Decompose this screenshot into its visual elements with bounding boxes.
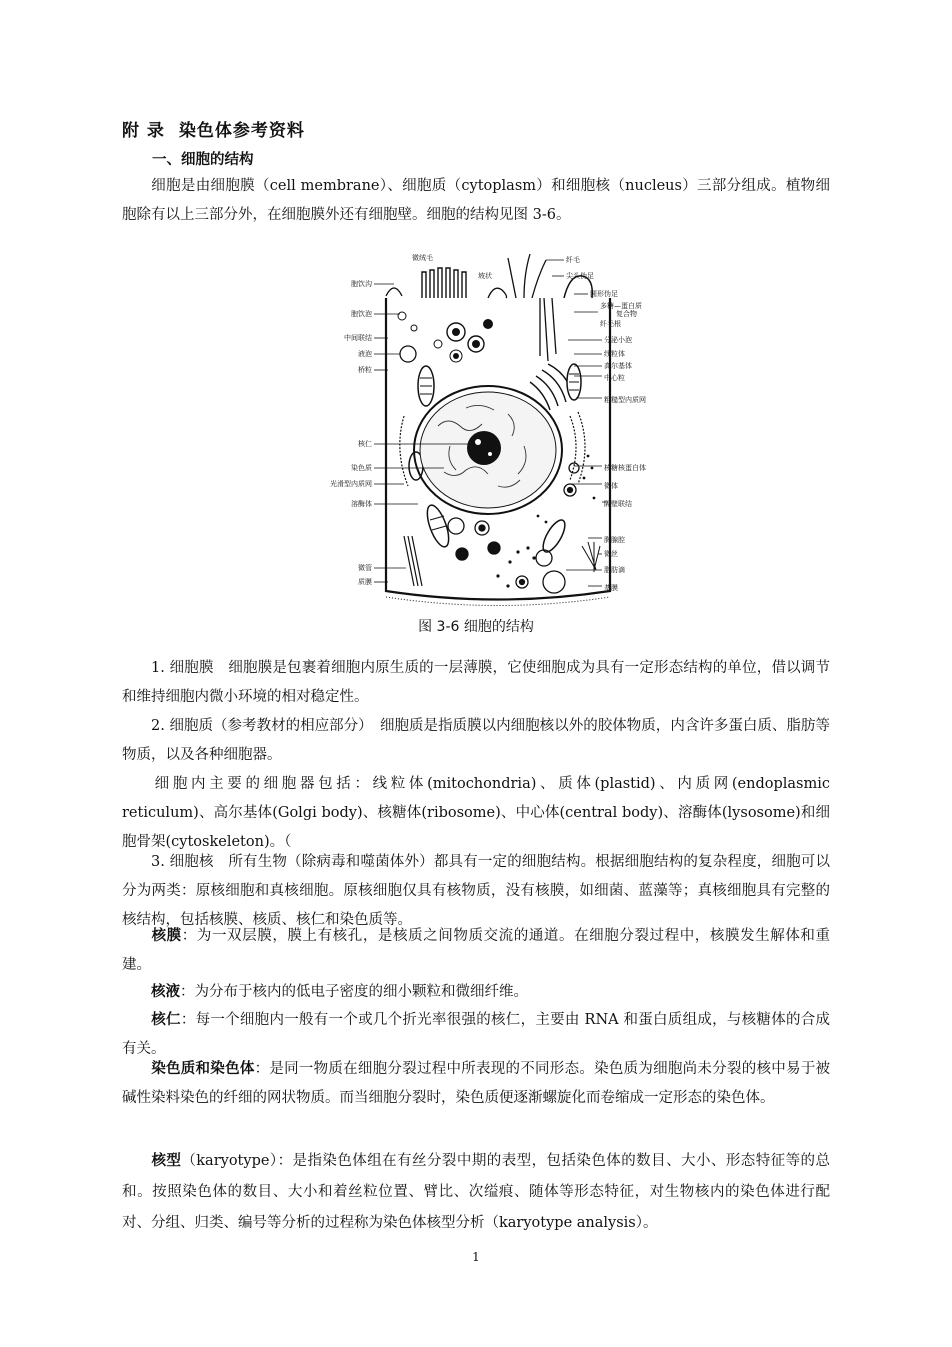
intro-text: 细胞是由细胞膜（cell membrane）、细胞质（cytoplasm）和细胞核（nucleus）三部分组成。植物细胞除有以上三部分外，在细胞膜外还有细胞壁。细胞的结构见图 3-6。 xyxy=(122,178,830,223)
intro-paragraph xyxy=(122,172,830,230)
label-nucleolus: 核仁 xyxy=(358,440,372,448)
label-pinocytotic-pit: 胞饮沟 xyxy=(351,280,372,288)
page-number: 1 xyxy=(472,1250,480,1264)
microfilaments xyxy=(582,542,600,572)
label-golgi: 高尔基体 xyxy=(604,362,632,370)
paragraph-nuclear-sap xyxy=(122,978,830,1007)
paragraph-text: ：为分布于核内的低电子密度的细小颗粒和微细纤维。 xyxy=(180,984,528,1000)
label-rough-er: 粗糙型内质网 xyxy=(604,396,646,404)
basement-membrane xyxy=(386,597,610,606)
paragraph-text: （karyotype）：是指染色体组在有丝分裂中期的表型，包括染色体的数目、大小、形态特征等的总和。按照染色体的数目、大小和着丝粒位置、臂比、次缢痕、随体等形态特征，对生物核内的染色体进行配对、分组、归类、编号等分析的过程称为染色体核型分析（karyotype analysis）。 xyxy=(122,1153,830,1231)
label-cilia: 纤毛 xyxy=(566,256,580,264)
label-microvilli: 微绒毛 xyxy=(412,254,433,262)
lipid-droplet xyxy=(543,571,565,593)
paragraph-text: 3. 细胞核 所有生物（除病毒和噬菌体外）都具有一定的细胞结构。根据细胞结构的复杂程度，细胞可以分为两类：原核细胞和真核细胞。原核细胞仅具有核物质，没有核膜，如细菌、蓝藻等；真核细胞具有完整的核结构，包括核膜、核质、核仁和染色质等。 xyxy=(122,854,830,928)
paragraph-chromatin xyxy=(122,1055,830,1113)
label-lysosome: 溶酶体 xyxy=(351,500,372,508)
paragraph-nuclear-envelope xyxy=(122,922,830,980)
label-septate-junction: 隔壁联结 xyxy=(604,500,632,508)
term-nuclear-envelope: 核膜 xyxy=(151,928,182,944)
nucleolus xyxy=(467,431,501,465)
paragraph-text: 1. 细胞膜 细胞膜是包裹着细胞内原生质的一层薄膜，它使细胞成为具有一定形态结构的单位，借以调节和维持细胞内微小环境的相对稳定性。 xyxy=(122,660,830,705)
paragraph-text: 2. 细胞质（参考教材的相应部分） 细胞质是指质膜以内细胞核以外的胶体物质，内含许多蛋白质、脂肪等物质，以及各种细胞器。 xyxy=(122,718,830,763)
appendix-title xyxy=(122,116,305,141)
paragraph-text: 细胞内主要的细胞器包括：线粒体(mitochondria)、质体(plastid)、内质网(endoplasmic reticulum)、高尔基体(Golgi body)、核糖体(ribosome)、中心体(central body)、溶酶体(lysosome)和细胞骨架(cytoskeleton)。（ xyxy=(122,776,830,850)
cell-structure-diagram xyxy=(330,236,658,610)
microtubules xyxy=(404,536,422,586)
figure-caption: 图 3-6 细胞的结构 xyxy=(418,619,534,635)
label-pinocytotic-vesicle: 胞饮泡 xyxy=(351,310,372,318)
label-round-pseudopod: 圆形伪足 xyxy=(590,290,618,298)
label-glycoprotein: 多糖—蛋白质 xyxy=(600,302,642,310)
paragraph-text: ：为一双层膜，膜上有核孔，是核质之间物质交流的通道。在细胞分裂过程中，核膜发生解体和重建。 xyxy=(122,928,831,973)
appendix-label: 附 录 xyxy=(122,121,165,141)
nucleus xyxy=(414,386,562,514)
label-cilia-root: 纤毛根 xyxy=(600,320,621,328)
pinocytotic-pit xyxy=(386,288,402,296)
label-gland-cavity: 胸腺腔 xyxy=(604,536,625,544)
label-mitochondrion: 线粒体 xyxy=(604,350,625,358)
paragraph-text: ：是同一物质在细胞分裂过程中所表现的不同形态。染色质为细胞尚未分裂的核中易于被碱性染料染色的纤细的网状物质。而当细胞分裂时，染色质便逐渐螺旋化而卷缩成一定形态的染色体。 xyxy=(122,1061,831,1106)
label-intermediate-junction: 中间联结 xyxy=(344,334,372,342)
term-karyotype: 核型 xyxy=(151,1153,182,1169)
term-nucleolus: 核仁 xyxy=(151,1012,181,1028)
section-heading: 一、细胞的结构 xyxy=(152,152,254,168)
paragraph-karyotype xyxy=(122,1146,830,1239)
label-pointed-pseudopod: 尖头伪足 xyxy=(566,272,594,280)
cilia xyxy=(508,254,556,361)
label-microbody: 微体 xyxy=(604,482,618,490)
label-microfilament: 微丝 xyxy=(604,550,618,558)
microvilli xyxy=(422,268,466,298)
term-nuclear-sap: 核液 xyxy=(151,984,180,1000)
label-vacuole: 液泡 xyxy=(358,350,372,358)
label-smooth-er: 光滑型内质网 xyxy=(330,480,372,488)
label-slope: 坡状 xyxy=(478,272,492,280)
pinocytotic-vesicle xyxy=(398,312,406,320)
label-microtubule: 微管 xyxy=(358,564,372,572)
label-complex: 复合物 xyxy=(616,310,637,318)
label-desmosome: 桥粒 xyxy=(358,366,372,374)
paragraph-cell-membrane xyxy=(122,654,830,712)
paragraph-cytoplasm xyxy=(122,712,830,770)
label-chromatin: 染色质 xyxy=(351,464,372,472)
label-ribonucleoprotein: 核糖核蛋白体 xyxy=(604,464,646,472)
label-centriole: 中心粒 xyxy=(604,374,625,382)
paragraph-text: ：每一个细胞内一般有一个或几个折光率很强的核仁，主要由 RNA 和蛋白质组成，与核糖体的合成有关。 xyxy=(122,1012,831,1057)
label-plasma-membrane: 质膜 xyxy=(358,578,372,586)
label-basement-membrane: 基膜 xyxy=(604,584,618,592)
vacuole xyxy=(400,346,416,362)
appendix-topic: 染色体参考资料 xyxy=(178,121,305,141)
label-secretory-vesicle: 分泌小泡 xyxy=(604,336,632,344)
paragraph-organelles xyxy=(122,770,830,857)
secretory-granules xyxy=(434,319,493,362)
pseudopod-small xyxy=(488,288,507,298)
label-lipid-droplet: 脂肪滴 xyxy=(604,566,625,574)
term-chromatin: 染色质和染色体 xyxy=(151,1061,255,1077)
